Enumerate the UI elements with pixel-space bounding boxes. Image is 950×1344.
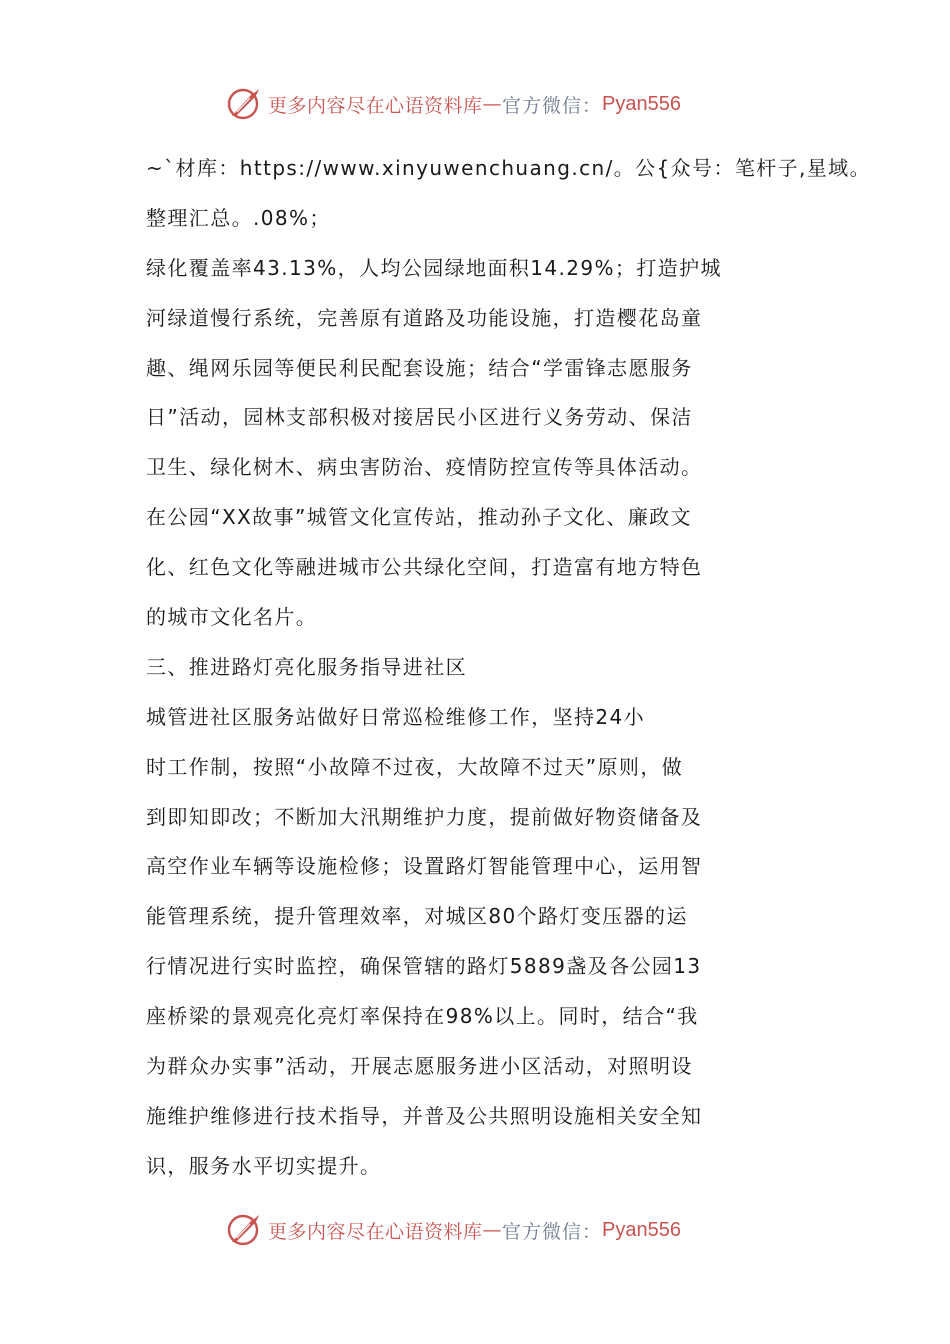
body-line: 趣、绳网乐园等便民利民配套设施；结合“学雷锋志愿服务 [146,355,693,380]
banner-slogan: 更多内容尽在心语资料库 [268,1220,483,1243]
body-line: 整理汇总。.08%； [146,205,331,230]
body-line: 河绿道慢行系统，完善原有道路及功能设施，打造樱花岛童 [146,305,703,330]
body-line: 行情况进行实时监控，确保管辖的路灯5889盏及各公园13 [146,954,702,979]
body-line: 卫生、绿化树木、病虫害防治、疫情防控宣传等具体活动。 [146,455,703,480]
body-line: 能管理系统，提升管理效率，对城区80个路灯变压器的运 [146,904,688,929]
body-line: ~`材库：https://www.xinyuwenchuang.cn/。公{众号：笔杆子,星域。 [146,156,871,180]
body-line: 的城市文化名片。 [146,605,318,630]
body-line: 识，服务水平切实提升。 [146,1153,382,1178]
quill-pen-logo-icon [226,1212,262,1248]
body-line: 高空作业车辆等设施检修；设置路灯智能管理中心，运用智 [146,854,703,879]
body-line: 到即知即改；不断加大汛期维护力度，提前做好物资储备及 [146,804,703,829]
body-line: 座桥梁的景观亮化亮灯率保持在98%以上。同时，结合“我 [146,1004,699,1029]
banner-slogan: 更多内容尽在心语资料库 [268,94,483,117]
header-banner [226,82,681,126]
body-line: 为群众办实事”活动，开展志愿服务进小区活动，对照明设 [146,1054,693,1079]
banner-wechat-label: 官方微信： [502,1220,603,1243]
body-line: 施维护维修进行技术指导，并普及公共照明设施相关安全知 [146,1103,703,1128]
body-line: 化、红色文化等融进城市公共绿化空间，打造富有地方特色 [146,555,703,580]
banner-dash: — [482,93,503,115]
document-body [146,144,871,1192]
body-line: 时工作制，按照“小故障不过夜，大故障不过天”原则，做 [146,754,684,779]
body-line: 在公园“XX故事”城管文化宣传站，推动孙子文化、廉政文 [146,505,692,530]
section-heading: 三、推进路灯亮化服务指导进社区 [146,654,467,679]
body-line: 绿化覆盖率43.13%，人均公园绿地面积14.29%；打造护城 [146,255,722,280]
body-line: 日”活动，园林支部积极对接居民小区进行义务劳动、保洁 [146,405,693,430]
banner-dash: — [482,1219,503,1241]
quill-pen-logo-icon [226,86,262,122]
body-line: 城管进社区服务站做好日常巡检维修工作，坚持24小 [146,704,646,729]
footer-banner [226,1208,681,1252]
banner-wechat-id: Pyan556 [602,92,681,115]
banner-wechat-label: 官方微信： [502,94,603,117]
banner-wechat-id: Pyan556 [602,1218,681,1241]
